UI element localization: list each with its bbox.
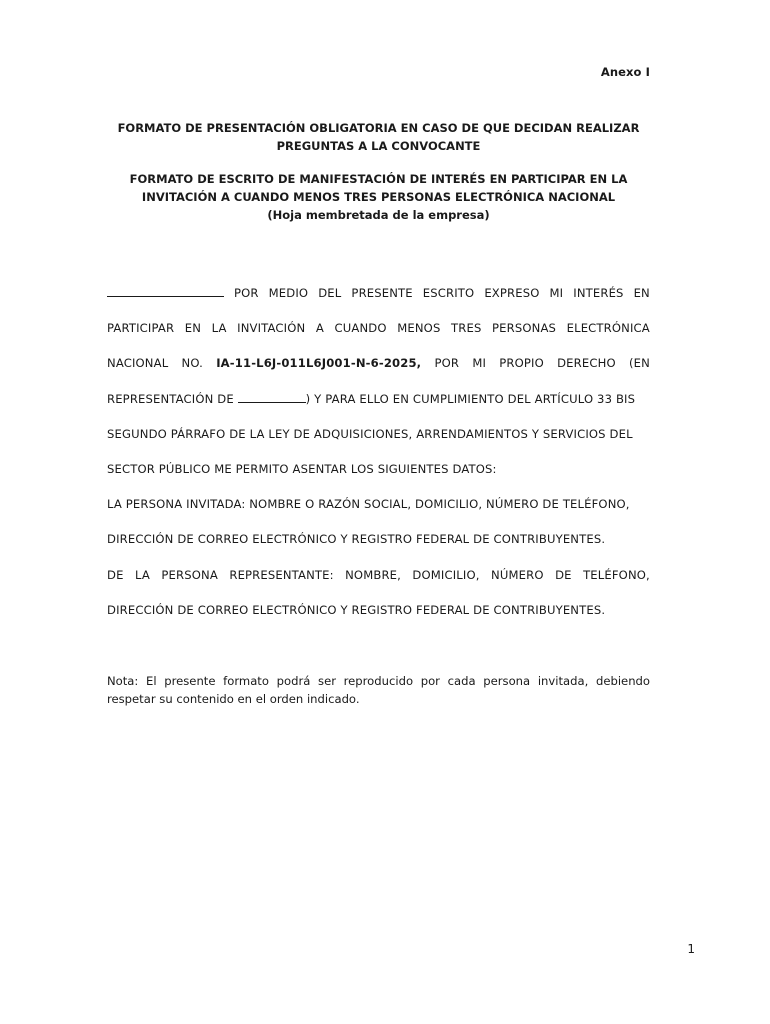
l3-word: NO. <box>181 356 203 371</box>
l1-word: PRESENTE <box>351 286 413 300</box>
l1-word: INTERÉS <box>573 286 624 300</box>
l4-rest: ) Y PARA ELLO EN CUMPLIMIENTO DEL ARTÍCULO 33 BIS <box>305 391 636 406</box>
l3-word: POR <box>434 356 460 371</box>
representation-label: REPRESENTACIÓN DE <box>107 391 234 406</box>
l1-word: EN <box>633 286 650 300</box>
l3-word: PROPIO <box>499 356 544 371</box>
l9-word: DE <box>555 567 572 582</box>
l1-word: DEL <box>318 286 342 300</box>
body-line-6: SECTOR PÚBLICO ME PERMITO ASENTAR LOS SIGUIENTES DATOS: <box>107 462 497 477</box>
body-line-5: SEGUNDO PÁRRAFO DE LA LEY DE ADQUISICIONES, ARRENDAMIENTOS Y SERVICIOS DEL <box>107 426 633 441</box>
body-line-10: DIRECCIÓN DE CORREO ELECTRÓNICO Y REGISTRO FEDERAL DE CONTRIBUYENTES. <box>107 602 606 617</box>
l9-word: PERSONA <box>161 567 218 582</box>
l2-word: PARTICIPAR <box>107 321 175 336</box>
l9-word: LA <box>135 567 150 582</box>
l3-word: (EN <box>628 356 650 371</box>
l1-word: EXPRESO <box>484 286 540 300</box>
l2-word: MENOS <box>397 321 441 336</box>
l2-word: LA <box>211 321 227 336</box>
representation-blank <box>238 391 306 403</box>
l2-word: PERSONAS <box>492 321 557 336</box>
l2-word: EN <box>184 321 202 336</box>
body-line-8: DIRECCIÓN DE CORREO ELECTRÓNICO Y REGISTRO FEDERAL DE CONTRIBUYENTES. <box>107 532 606 547</box>
l9-word: NOMBRE, <box>345 567 401 582</box>
l1-word: POR <box>234 286 259 300</box>
l9-word: NÚMERO <box>491 567 544 582</box>
body-line-3 <box>107 346 650 381</box>
body-line-2 <box>107 311 650 346</box>
procedure-number: IA-11-L6J-011L6J001-N-6-2025, <box>216 356 422 371</box>
l3-word: MI <box>472 356 487 371</box>
title-2-line-3: (Hoja membretada de la empresa) <box>267 208 490 222</box>
body-line-1 <box>107 276 650 311</box>
title-interest-format <box>107 170 650 224</box>
l2-word: ELECTRÓNICA <box>566 321 650 336</box>
l9-word: DOMICILIO, <box>412 567 480 582</box>
body-line-7: LA PERSONA INVITADA: NOMBRE O RAZÓN SOCIAL, DOMICILIO, NÚMERO DE TELÉFONO, <box>107 497 630 512</box>
page-number: 1 <box>687 942 695 956</box>
l2-word: A <box>315 321 324 336</box>
l2-word: CUANDO <box>334 321 387 336</box>
body-line-4 <box>107 382 650 417</box>
l3-word: DERECHO <box>557 356 616 371</box>
l9-word: TELÉFONO, <box>583 567 650 582</box>
l3-word: NACIONAL <box>107 356 169 371</box>
title-1-line-1: FORMATO DE PRESENTACIÓN OBLIGATORIA EN CASO DE QUE DECIDAN REALIZAR <box>117 121 640 135</box>
title-2-line-2: INVITACIÓN A CUANDO MENOS TRES PERSONAS ELECTRÓNICA NACIONAL <box>141 190 616 204</box>
company-name-blank <box>107 276 224 311</box>
title-2-line-1: FORMATO DE ESCRITO DE MANIFESTACIÓN DE INTERÉS EN PARTICIPAR EN LA <box>129 172 628 186</box>
title-1-line-2: PREGUNTAS A LA CONVOCANTE <box>276 139 481 153</box>
l1-word: MI <box>549 286 564 300</box>
l1-word: MEDIO <box>268 286 309 300</box>
l9-word: REPRESENTANTE: <box>229 567 334 582</box>
body-line-9 <box>107 558 650 593</box>
l1-word: ESCRITO <box>422 286 475 300</box>
body-paragraph <box>107 276 650 628</box>
annex-label: Anexo I <box>600 65 650 79</box>
l9-word: DE <box>107 567 124 582</box>
note-paragraph: Nota: El presente formato podrá ser reproducido por cada persona invitada, debiendo respetar su contenido en el orden indicado. <box>107 674 650 706</box>
l2-word: INVITACIÓN <box>237 321 306 336</box>
title-mandatory-format <box>107 119 650 155</box>
l2-word: TRES <box>451 321 482 336</box>
